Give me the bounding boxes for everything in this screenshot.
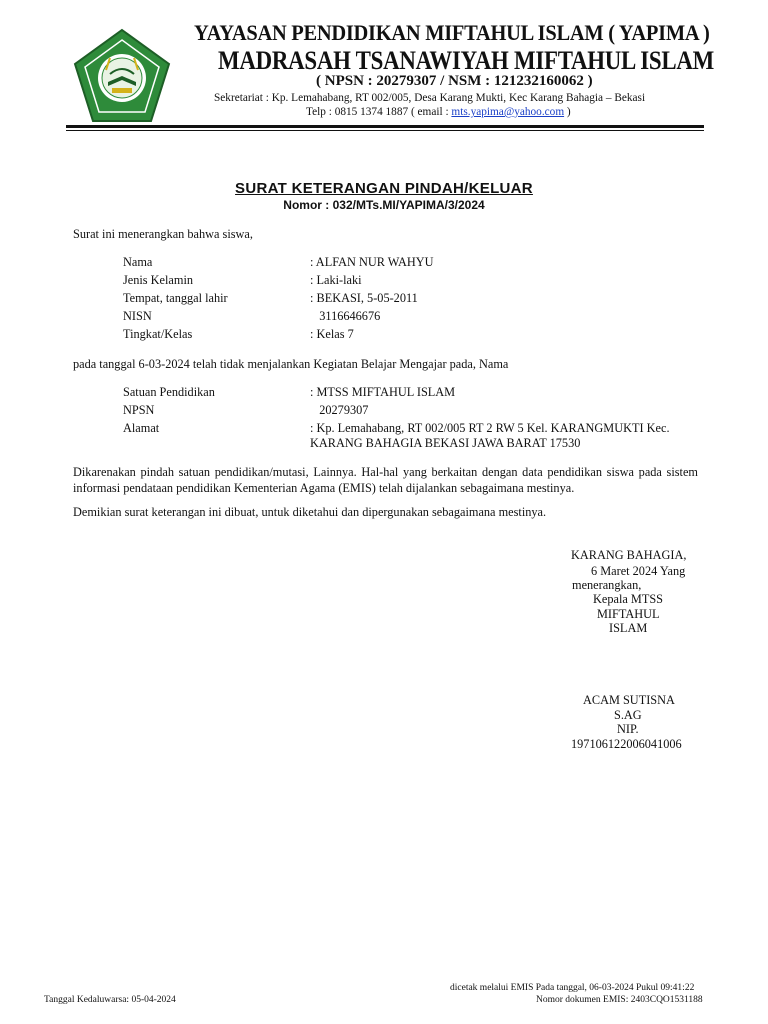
footer-expiry: Tanggal Kedaluwarsa: 05-04-2024 bbox=[44, 995, 176, 1005]
field-label-nisn: NISN bbox=[123, 309, 152, 323]
sign-role2: MIFTAHUL bbox=[597, 607, 660, 621]
contact-prefix: Telp : 0815 1374 1887 ( email : bbox=[306, 106, 452, 118]
reason-paragraph: Dikarenakan pindah satuan pendidikan/mutasi, Lainnya. Hal-hal yang berkaitan dengan data pendidikan siswa pada sistem informasi pendataan pendidikan Kementerian Agama (EMIS) telah dijalankan sebagaimana mestinya. bbox=[73, 465, 698, 495]
sign-role1: Kepala MTSS bbox=[593, 592, 664, 606]
sign-date: 6 Maret 2024 Yang bbox=[591, 564, 686, 578]
field-label-birth: Tempat, tanggal lahir bbox=[123, 291, 228, 305]
middle-text: pada tanggal 6-03-2024 telah tidak menjalankan Kegiatan Belajar Mengajar pada, Nama bbox=[73, 357, 509, 371]
header-rule-thin bbox=[66, 130, 704, 131]
signer-name: ACAM SUTISNA bbox=[583, 693, 675, 707]
field-value-gender: : Laki-laki bbox=[310, 273, 362, 287]
signer-nip: 197106122006041006 bbox=[571, 737, 682, 751]
school-address: Sekretariat : Kp. Lemahabang, RT 002/005, Desa Karang Mukti, Kec Karang Bahagia – Bekasi bbox=[214, 92, 646, 104]
field-label-npsn: NPSN bbox=[123, 403, 155, 417]
signer-degree: S.AG bbox=[614, 708, 642, 722]
field-label-class: Tingkat/Kelas bbox=[123, 327, 193, 341]
school-ids: ( NPSN : 20279307 / NSM : 121232160062 ) bbox=[316, 73, 593, 89]
email-link[interactable]: mts.yapima@yahoo.com bbox=[451, 106, 565, 118]
field-label-school: Satuan Pendidikan bbox=[123, 385, 215, 399]
field-label-name: Nama bbox=[123, 255, 153, 269]
school-name: MADRASAH TSANAWIYAH MIFTAHUL ISLAM bbox=[218, 46, 714, 75]
field-value-npsn: 20279307 bbox=[310, 403, 369, 417]
footer-printed: dicetak melalui EMIS Pada tanggal, 06-03-2024 Pukul 09:41:22 bbox=[450, 983, 695, 993]
intro-text: Surat ini menerangkan bahwa siswa, bbox=[73, 227, 253, 241]
contact-suffix: ) bbox=[564, 106, 571, 118]
field-value-nisn: 3116646676 bbox=[310, 309, 381, 323]
footer-doc-number: Nomor dokumen EMIS: 2403CQO1531188 bbox=[536, 995, 703, 1005]
field-value-school: : MTSS MIFTAHUL ISLAM bbox=[310, 385, 456, 399]
closing-text: Demikian surat keterangan ini dibuat, untuk diketahui dan dipergunakan sebagaimana mestinya. bbox=[73, 505, 547, 519]
field-value-birth: : BEKASI, 5-05-2011 bbox=[310, 291, 418, 305]
sign-place: KARANG BAHAGIA, bbox=[571, 548, 687, 562]
field-value-address: : Kp. Lemahabang, RT 002/005 RT 2 RW 5 Kel. KARANGMUKTI Kec. KARANG BAHAGIA BEKASI JAWA BARAT 17530 bbox=[310, 421, 670, 450]
field-label-address: Alamat bbox=[123, 421, 160, 435]
field-value-name: : ALFAN NUR WAHYU bbox=[310, 255, 434, 269]
school-logo bbox=[72, 28, 172, 124]
sign-line3: menerangkan, bbox=[572, 578, 642, 592]
signer-nip-label: NIP. bbox=[617, 722, 639, 736]
field-label-gender: Jenis Kelamin bbox=[123, 273, 194, 287]
foundation-name: YAYASAN PENDIDIKAN MIFTAHUL ISLAM ( YAPIMA ) bbox=[194, 20, 710, 45]
letter-title: SURAT KETERANGAN PINDAH/KELUAR bbox=[235, 180, 533, 197]
field-value-class: : Kelas 7 bbox=[310, 327, 354, 341]
letter-number: Nomor : 032/MTs.MI/YAPIMA/3/2024 bbox=[283, 198, 485, 212]
school-contact bbox=[306, 106, 571, 118]
header-rule-thick bbox=[66, 125, 704, 128]
sign-role3: ISLAM bbox=[609, 621, 648, 635]
